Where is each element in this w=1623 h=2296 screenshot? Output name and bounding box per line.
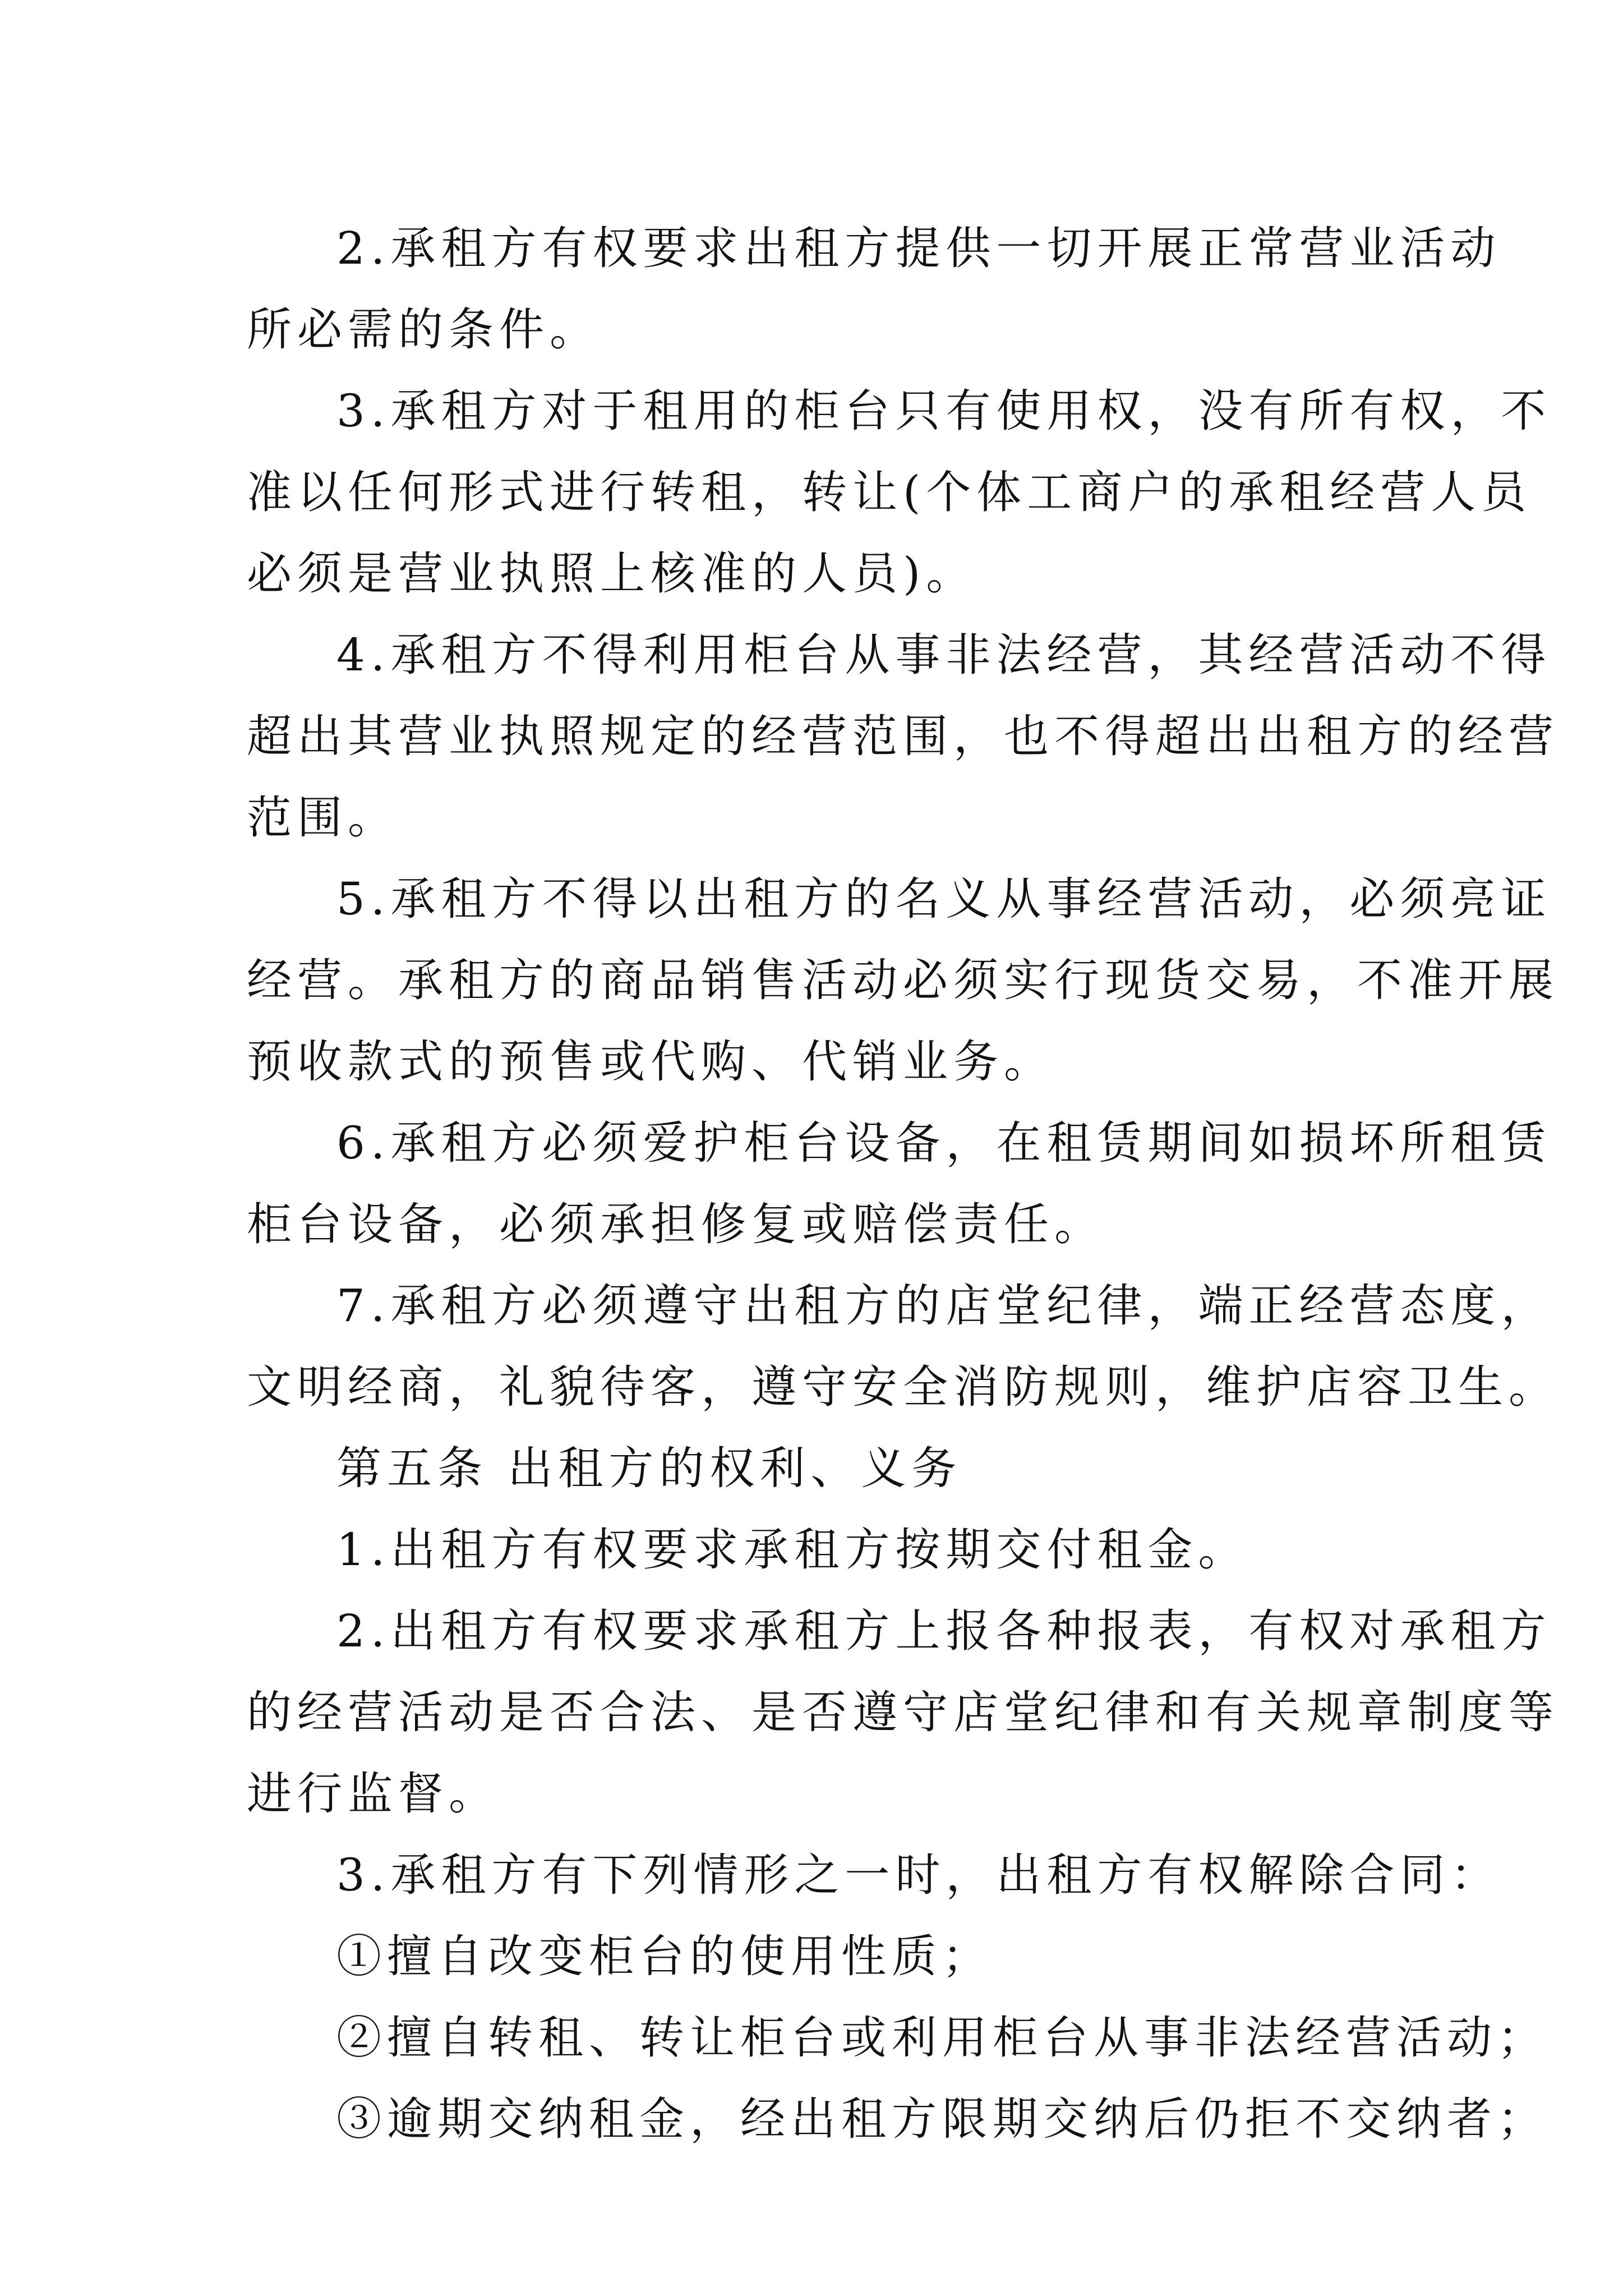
text-line: 7.承租方必须遵守出租方的店堂纪律，端正经营态度， <box>336 1280 1552 1332</box>
text-line: 4.承租方不得利用柜台从事非法经营，其经营活动不得 <box>336 629 1552 681</box>
text-line: 准以任何形式进行转租，转让(个体工商户的承租经营人员 <box>247 466 1532 518</box>
text-line: 3.承租方对于租用的柜台只有使用权，没有所有权，不 <box>336 385 1552 437</box>
text-line: 经营。承租方的商品销售活动必须实行现货交易，不准开展 <box>247 954 1559 1006</box>
text-line: 5.承租方不得以出租方的名义从事经营活动，必须亮证 <box>336 873 1552 925</box>
text-line: 超出其营业执照规定的经营范围，也不得超出出租方的经营 <box>247 710 1559 762</box>
text-line: 的经营活动是否合法、是否遵守店堂纪律和有关规章制度等 <box>247 1686 1559 1738</box>
text-line: 文明经商，礼貌待客，遵守安全消防规则，维护店容卫生。 <box>247 1361 1559 1413</box>
document-body <box>247 208 1559 2160</box>
text-line: 范围。 <box>247 792 398 844</box>
text-line: 6.承租方必须爱护柜台设备，在租赁期间如损坏所租赁 <box>336 1117 1552 1169</box>
text-line: 1.出租方有权要求承租方按期交付租金。 <box>336 1524 1249 1576</box>
text-line: 必须是营业执照上核准的人员)。 <box>247 547 977 600</box>
text-line: 柜台设备，必须承担修复或赔偿责任。 <box>247 1198 1105 1250</box>
text-line: 2.承租方有权要求出租方提供一切开展正常营业活动 <box>336 222 1501 274</box>
text-line: 3.承租方有下列情形之一时，出租方有权解除合同： <box>336 1849 1501 1901</box>
list-item: ②擅自转租、转让柜台或利用柜台从事非法经营活动； <box>336 2012 1548 2064</box>
text-line: 2.出租方有权要求承租方上报各种报表，有权对承租方 <box>336 1605 1552 1657</box>
text-line: 进行监督。 <box>247 1768 499 1820</box>
list-item: ①擅自改变柜台的使用性质； <box>336 1930 993 1982</box>
section-heading: 第五条 出租方的权利、义务 <box>336 1442 962 1494</box>
text-line: 所必需的条件。 <box>247 303 600 356</box>
text-line: 预收款式的预售或代购、代销业务。 <box>247 1036 1054 1088</box>
list-item: ③逾期交纳租金，经出租方限期交纳后仍拒不交纳者； <box>336 2093 1548 2145</box>
